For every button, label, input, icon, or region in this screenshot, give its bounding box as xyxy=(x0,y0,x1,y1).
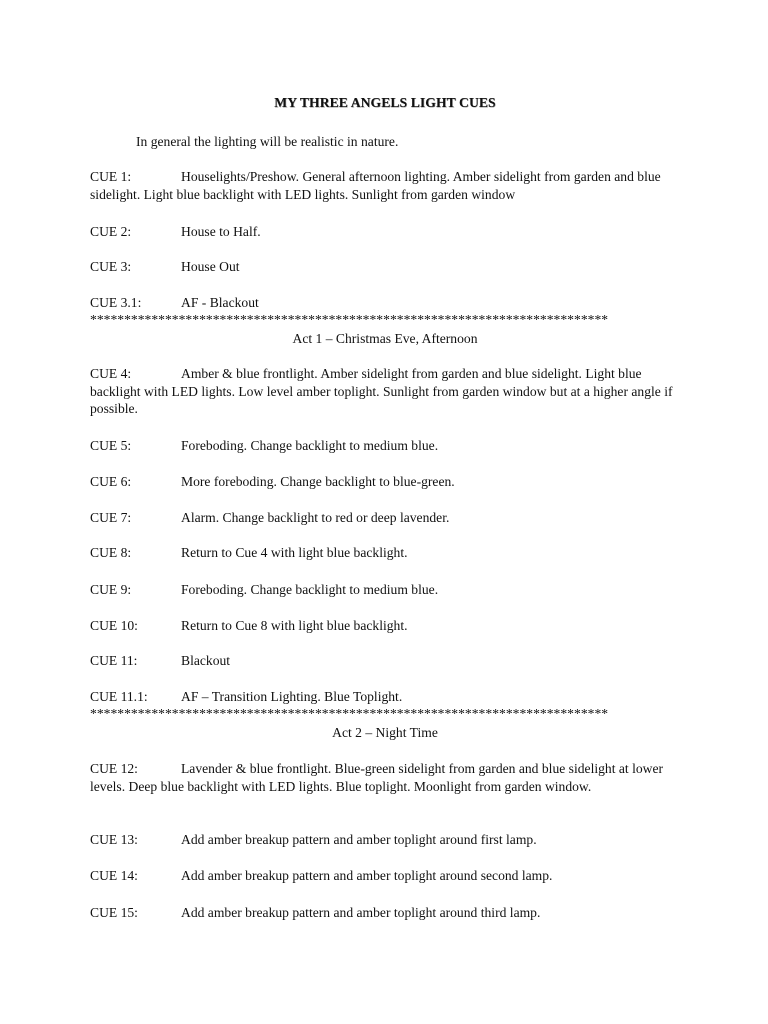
cue-10 xyxy=(90,617,680,635)
cue-text: Lavender & blue frontlight. Blue-green sidelight from garden and blue sidelight at lower levels. Deep blue backlight with LED lights. Blue toplight. Moonlight from garden window. xyxy=(90,761,664,794)
cue-number: CUE 13: xyxy=(90,832,138,847)
document-title: MY THREE ANGELS LIGHT CUES xyxy=(274,95,496,110)
cue-text: House to Half. xyxy=(181,224,261,239)
cue-number: CUE 15: xyxy=(90,905,138,920)
cue-15 xyxy=(90,904,680,922)
intro-paragraph: In general the lighting will be realistic in nature. xyxy=(136,134,399,149)
cue-number: CUE 1: xyxy=(90,169,132,184)
cue-text: House Out xyxy=(181,259,240,274)
cue-text: Amber & blue frontlight. Amber sidelight from garden and blue sidelight. Light blue backlight with LED lights. Low level amber toplight. Sunlight from garden window but at a higher angle if possible. xyxy=(90,366,673,416)
cue-text: Foreboding. Change backlight to medium blue. xyxy=(181,582,439,597)
cue-text: AF - Blackout xyxy=(181,295,259,310)
cue-9 xyxy=(90,581,680,599)
cue-number: CUE 8: xyxy=(90,545,132,560)
act-1-heading: Act 1 – Christmas Eve, Afternoon xyxy=(292,331,478,346)
cue-1 xyxy=(90,168,680,203)
cue-text: Blackout xyxy=(181,653,231,668)
cue-text: Add amber breakup pattern and amber toplight around second lamp. xyxy=(181,868,553,883)
cue-6 xyxy=(90,473,680,491)
cue-number: CUE 11: xyxy=(90,653,138,668)
cue-number: CUE 5: xyxy=(90,438,132,453)
separator-line: **************************************************************************** xyxy=(90,706,609,721)
cue-5 xyxy=(90,437,680,455)
cue-8 xyxy=(90,544,680,562)
cue-2 xyxy=(90,223,680,241)
cue-number: CUE 11.1: xyxy=(90,689,148,704)
cue-text: Alarm. Change backlight to red or deep lavender. xyxy=(181,510,450,525)
cue-number: CUE 2: xyxy=(90,224,132,239)
cue-text: AF – Transition Lighting. Blue Toplight. xyxy=(181,689,403,704)
cue-text: Foreboding. Change backlight to medium blue. xyxy=(181,438,439,453)
cue-text: Houselights/Preshow. General afternoon lighting. Amber sidelight from garden and blue sidelight. Light blue backlight with LED lights. Sunlight from garden window xyxy=(90,169,661,202)
cue-12 xyxy=(90,760,680,795)
cue-text: Return to Cue 8 with light blue backlight. xyxy=(181,618,408,633)
cue-3 xyxy=(90,258,680,276)
cue-13 xyxy=(90,831,680,849)
cue-4 xyxy=(90,365,680,418)
cue-text: Add amber breakup pattern and amber toplight around first lamp. xyxy=(181,832,537,847)
act-2-heading: Act 2 – Night Time xyxy=(332,725,438,740)
cue-text: Return to Cue 4 with light blue backlight. xyxy=(181,545,408,560)
cue-number: CUE 14: xyxy=(90,868,138,883)
cue-number: CUE 3: xyxy=(90,259,132,274)
cue-number: CUE 4: xyxy=(90,366,132,381)
cue-text: Add amber breakup pattern and amber toplight around third lamp. xyxy=(181,905,541,920)
cue-11 xyxy=(90,652,680,670)
cue-number: CUE 6: xyxy=(90,474,132,489)
cue-number: CUE 3.1: xyxy=(90,295,142,310)
separator-line: **************************************************************************** xyxy=(90,312,609,327)
cue-14 xyxy=(90,867,680,885)
cue-number: CUE 10: xyxy=(90,618,138,633)
cue-number: CUE 9: xyxy=(90,582,132,597)
cue-7 xyxy=(90,509,680,527)
cue-3-1 xyxy=(90,294,680,312)
cue-text: More foreboding. Change backlight to blue-green. xyxy=(181,474,455,489)
cue-11-1 xyxy=(90,688,680,706)
cue-number: CUE 12: xyxy=(90,761,138,776)
cue-number: CUE 7: xyxy=(90,510,132,525)
document-page xyxy=(90,0,680,1024)
